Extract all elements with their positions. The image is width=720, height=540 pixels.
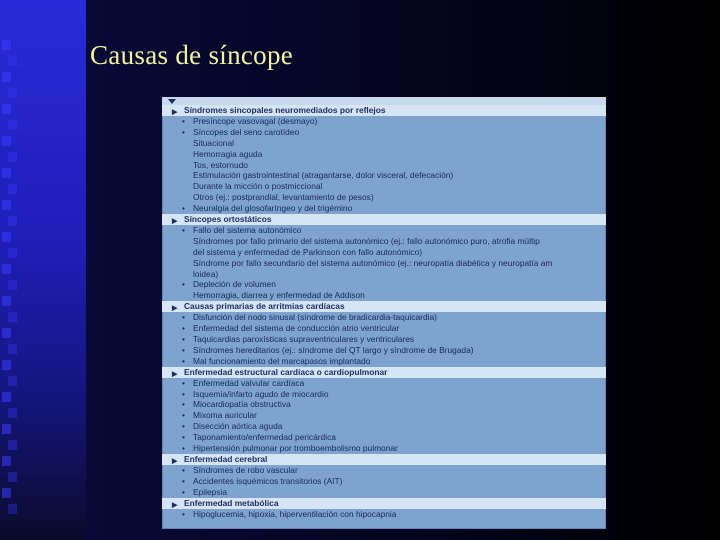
table-row: • Síndromes de robo vascular [162,465,606,476]
table-row: • Síndromes hereditarios (ej.: síndrome del QT largo y síndrome de Brugada) [162,345,606,356]
table-row: Síndromes por fallo primario del sistema autonómico (ej.: fallo autonómico puro, atrofia múltip [193,235,540,246]
decorative-square [8,184,17,194]
decorative-square [8,88,17,98]
table-row: • Miocardiopatía obstructiva [162,399,606,410]
table-top-bar [162,97,606,105]
caret-right-icon: ▶ [172,218,178,226]
decorative-square [2,488,11,498]
causes-table [162,97,606,529]
table-row: Estimulación gastrointestinal (atragantarse, dolor visceral, defecación) [193,170,454,181]
decorative-square [2,360,11,370]
decorative-square [8,120,17,130]
table-body [162,105,606,520]
table-row: • Enfermedad del sistema de conducción atrio ventricular [162,323,606,334]
table-row: • Hipertensión pulmonar por tromboembolismo pulmonar [162,443,606,454]
section-header [162,301,606,312]
section-header-label: Síncopes ortostáticos [184,214,272,225]
decorative-side-band [0,0,86,540]
table-row: • Depleción de volumen [162,279,606,290]
table-row: • Epilepsia [162,487,606,498]
table-row: • Enfermedad valvular cardíaca [162,378,606,389]
table-row: Situacional [193,137,234,148]
table-row: • Hipoglucemia, hipoxia, hiperventilación con hipocapnia [162,509,606,520]
decorative-square [2,424,11,434]
decorative-square [2,392,11,402]
decorative-square [2,136,11,146]
table-row: • Disfunción del nodo sinusal (síndrome de bradicardia-taquicardia) [162,312,606,323]
decorative-square [2,168,11,178]
table-row: Hemorragia, diarrea y enfermedad de Addison [193,290,365,301]
table-row: • Síncopes del seno carotídeo [162,127,606,138]
decorative-square [8,472,17,482]
section-header [162,105,606,116]
decorative-square [8,504,17,514]
table-row: • Fallo del sistema autonómico [162,225,606,236]
decorative-square [2,72,11,82]
section-header [162,454,606,465]
decorative-squares [2,40,18,520]
caret-right-icon: ▶ [172,305,178,313]
decorative-square [8,280,17,290]
decorative-square [8,248,17,258]
caret-right-icon: ▶ [172,109,178,116]
table-row: del sistema y enfermedad de Parkinson con fallo autonómico) [193,246,423,257]
decorative-square [2,328,11,338]
table-row: Tos, estornudo [193,159,248,170]
decorative-square [2,104,11,114]
table-row: Síndrome por fallo secundario del sistema autonómico (ej.: neuropatía diabética y neuropatía am [193,257,553,268]
decorative-square [8,216,17,226]
decorative-square [8,152,17,162]
decorative-square [2,264,11,274]
decorative-square [2,456,11,466]
section-header-label: Enfermedad estructural cardíaca o cardiopulmonar [184,366,388,377]
table-row: Hemorragia aguda [193,148,263,159]
table-row: • Presíncope vasovagal (desmayo) [162,116,606,127]
caret-right-icon: ▶ [172,370,178,378]
table-row: • Taponamiento/enfermedad pericárdica [162,432,606,443]
section-header-label: Enfermedad cerebral [184,453,268,464]
decorative-square [8,376,17,386]
table-row: • Mixoma auricular [162,410,606,421]
table-row: • Isquemia/infarto agudo de miocardio [162,389,606,400]
decorative-square [8,440,17,450]
decorative-square [2,40,11,50]
section-header-label: Síndromes sincopales neuromediados por reflejos [184,105,386,115]
decorative-square [2,296,11,306]
table-row: • Taquicardias paroxísticas supraventriculares y ventriculares [162,334,606,345]
decorative-square [2,232,11,242]
caret-right-icon: ▶ [172,501,178,509]
caret-right-icon: ▶ [172,457,178,465]
section-header-label: Enfermedad metabólica [184,497,279,508]
table-row: Otros (ej.: postprandial, levantamiento de pesos) [193,192,374,203]
section-header [162,498,606,509]
table-row: Durante la micción o postmiccional [193,181,323,192]
table-row: • Accidentes isquémicos transitorios (AIT) [162,476,606,487]
slide-title: Causas de síncope [90,40,294,70]
section-header [162,214,606,225]
table-row: • Neuralgia del glosofaríngeo y del trigémino [162,203,606,214]
decorative-square [8,312,17,322]
table-row: • Mal funcionamiento del marcapasos implantado [162,356,606,367]
triangle-down-icon [168,99,176,104]
decorative-square [2,200,11,210]
decorative-square [8,408,17,418]
decorative-square [8,344,17,354]
table-row: loidea) [193,268,219,279]
section-header-label: Causas primarias de arritmias cardíacas [184,301,345,312]
decorative-square [8,56,17,66]
section-header [162,367,606,378]
table-row: • Disección aórtica aguda [162,421,606,432]
